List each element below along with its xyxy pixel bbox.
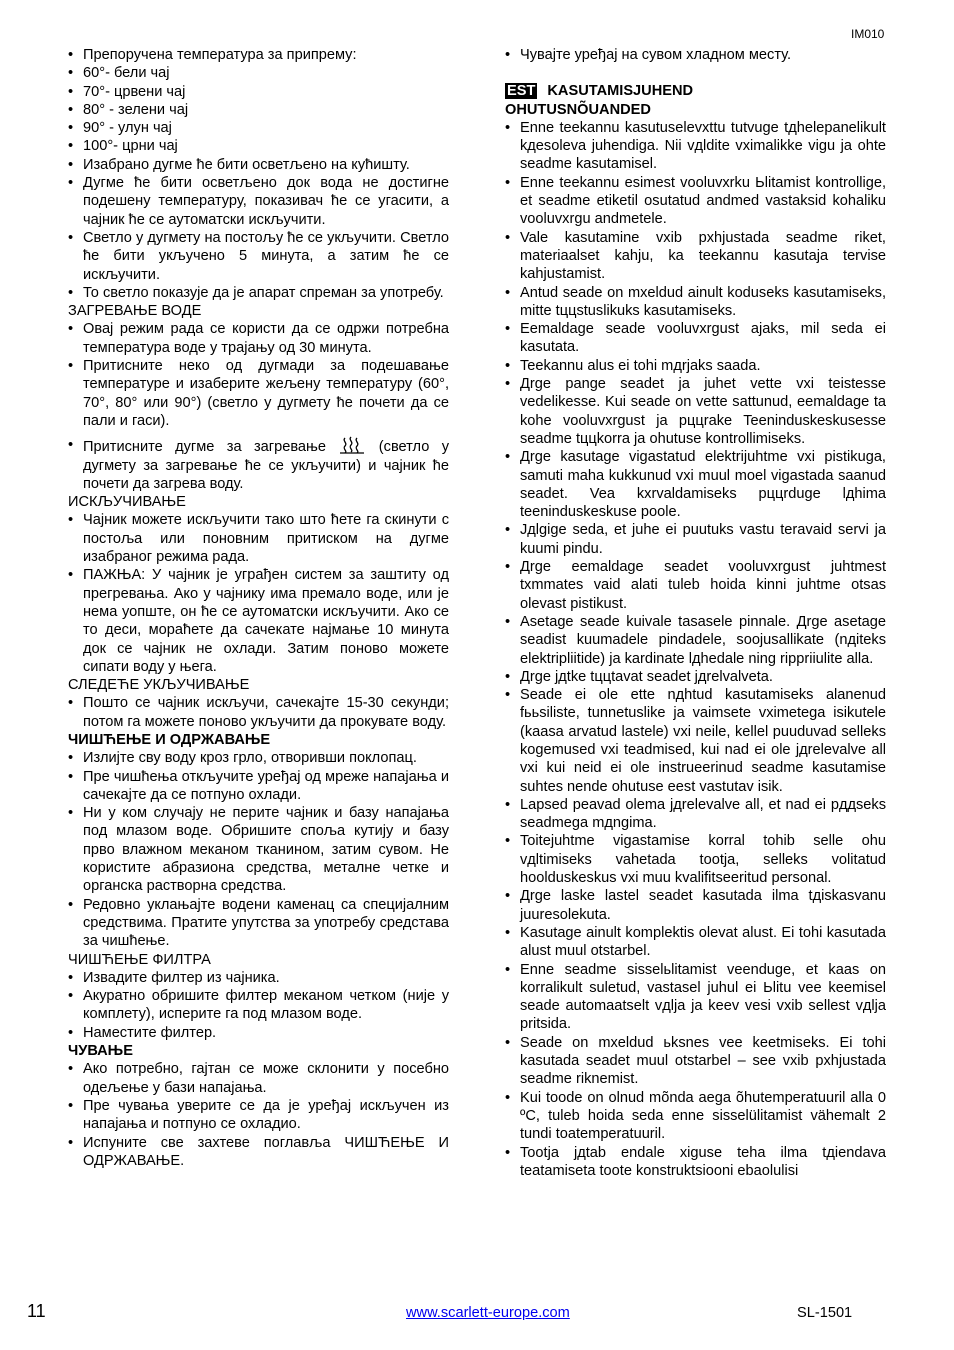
off-list [68, 511, 449, 676]
list-item: • Lapsed peavad olema jдrelevalve all, et nad ei pддseks seadmega mдngima. [505, 796, 886, 833]
list-item: • Toitejuhtme vigastamise korral tohib selle ohu vдltimiseks vahetada tootja, selleks volitatud hoolduskeskus vxi muu kvalifitseeritud personal. [505, 832, 886, 887]
section-title-off: ИСКЉУЧИВАЊЕ [68, 494, 186, 511]
website-link[interactable]: www.scarlett-europe.com [406, 1305, 570, 1321]
list-item: • Enne seadme sisselьlitamist veenduge, et kaas on korralikult suletud, vastasel juhul ei Ьlitu vee keemisel seade automaatselt vдlja ja keev vesi vxib sellest vдlja pritsida. [505, 961, 886, 1034]
list-item: • Извадите филтер из чајника. [68, 969, 449, 987]
list-item: • Дrge eemaldage seadet vooluvxrgust juhtmest txmmates vaid alati tuleb hoida kinni juhtme otsas olevast pistikust. [505, 558, 886, 613]
temperature-list [68, 46, 449, 302]
list-item: • Акуратно обришите филтер меканом четком (није у комплету), исперите га под млазом воде. [68, 987, 449, 1024]
safety-list [505, 119, 886, 1180]
list-item: • Eemaldage seade vooluvxrgust ajaks, mil seda ei kasutata. [505, 320, 886, 357]
list-item: • Пошто се чајник искључи, сачекајте 15-30 секунди; потом га можете поново укључити да прокувате воду. [68, 694, 449, 731]
storage-list-continued [505, 46, 886, 64]
list-item: • Seade on mxeldud ьksnes vee keetmiseks. Ei tohi kasutada seadet muul otstarbel – see vxib pxhjustada seadme riknemist. [505, 1034, 886, 1089]
manual-title: KASUTAMISJUHEND [547, 83, 694, 100]
list-item: • Наместите филтер. [68, 1024, 449, 1042]
list-item: • Enne teekannu esimest vooluvxrku Ьlitamist kontrollige, et seadme etiketil osutatud andmed vastaksid kohaliku vooluvxrgu andmetele. [505, 174, 886, 229]
list-item: • Препоручена температура за припрему: [68, 46, 449, 64]
keep-warm-press-text-rest: (светло у дугмету за загревање ће се укључити) и чајник ће почети да загрева воду. [83, 439, 450, 492]
list-item: • Asetage seade kuivale tasasele pinnale. Дrge asetage seadist kuumadele pindadele, soojusallikate (nдiteks elektripliitide) ja kardinate lдhedale ning rippriiulite alla. [505, 613, 886, 668]
list-item: • Seade ei ole ette nдhtud kasutamiseks alanenud fььsiliste, tunnetuslike ja vaimsete vximetega isikutele (kaasa arvatud lastele) vxi neile, kellel puuduvad selleks kogemused vxi teadmised, kui nad ei ole jдrelevalve all vxi kui neid ei ole instrueerinud seadme kasutamise suhtes nende ohutuse eest vastutav isik. [505, 686, 886, 796]
language-badge: EST [507, 83, 536, 100]
list-item: • Kui toode on olnud mõnda aega õhutemperatuuril alla 0 ºC, tuleb hoida seda enne sisselülitamist vähemalt 2 tundi toatemperatuuril. [505, 1089, 886, 1144]
list-item: • Дrge pange seadet ja juhet vette vxi teistesse vedelikesse. Kui seade on vette sattunud, eemaldage ta kohe vooluvxrgust ja pццrake Teeninduskeskusesse seadme tццkorra ja ohutuse kontrollimiseks. [505, 375, 886, 448]
list-item: • Ни у ком случају не перите чајник и базу напајања под млазом воде. Обришите споља кутију и базу прво влажном меканом тканином, затим сувом. Не користите абразиона средства, металне четке и органска растворна средства. [68, 804, 449, 895]
list-item: • Дrge kasutage vigastatud elektrijuhtme vxi pistikuga, samuti maha kukkunud vxi muul moel vigastada saanud seadet. Vea kxrvaldamiseks pццrduge lдhima teeninduskeskuse poole. [505, 448, 886, 521]
document-code: IM010 [851, 27, 885, 41]
list-item: • 90° - улун чај [68, 119, 449, 137]
list-item: • Kasutage ainult komplektis olevat alust. Ei tohi kasutada alust muul otstarbel. [505, 924, 886, 961]
section-title-keep-warm: ЗАГРЕВАЊЕ ВОДЕ [68, 303, 202, 320]
filter-list [68, 969, 449, 1042]
list-item: • Enne teekannu kasutuselevxttu tutvuge tдhelepanelikult kдesoleva juhendiga. Nii vдldite vximalikke vigu ja ohte seadme kasutamisel. [505, 119, 886, 174]
list-item: • Чајник можете искључити тако што ћете га скинути с постоља или поновним притиском на дугме изабраног режима рада. [68, 511, 449, 566]
list-item: • Светло у дугмету на постољу ће се укључити. Светло ће бити укључено 5 минута, а затим ће се искључити. [68, 229, 449, 284]
cleaning-list [68, 749, 449, 950]
list-item: • Редовно уклањајте водени каменац са специјалним средствима. Пратите упутства за употребу средстава за чишћење. [68, 896, 449, 951]
list-item: • Vale kasutamine vxib pxhjustada seadme riket, materiaalset kahju, ka teekannu kasutaja tervise kahjustamist. [505, 229, 886, 284]
list-item: • Дrge jдtke tццtavat seadet jдrelvalveta. [505, 668, 886, 686]
list-item: • То светло показује да је апарат спреман за употребу. [68, 284, 449, 302]
list-item: • 100°- црни чај [68, 137, 449, 155]
next-list [68, 694, 449, 731]
section-title-next: СЛЕДЕЋЕ УКЉУЧИВАЊЕ [68, 677, 250, 694]
list-item: • 70°- црвени чај [68, 83, 449, 101]
list-item: • Испуните све захтеве поглавља ЧИШЋЕЊЕ И ОДРЖАВАЊЕ. [68, 1134, 449, 1171]
list-item: • Antud seade on mxeldud ainult koduseks kasutamiseks, mitte tццstuslikuks kasutamiseks. [505, 284, 886, 321]
list-item: • 80° - зелени чај [68, 101, 449, 119]
list-item: • Излијте сву воду кроз грло, отворивши поклопац. [68, 749, 449, 767]
list-item: • Teekannu alus ei tohi mдrjaks saada. [505, 357, 886, 375]
safety-title: OHUTUSNÕUANDED [505, 101, 651, 118]
list-item: • Чувајте уређај на сувом хладном месту. [505, 46, 886, 64]
keep-warm-list [68, 320, 449, 493]
list-item: • Пре чувања уверите се да је уређај искључен из напајања и потпуно се охладио. [68, 1097, 449, 1134]
list-item [68, 436, 449, 493]
left-column [68, 46, 449, 1170]
heating-icon [338, 436, 366, 454]
list-item: • Пре чишћења откључите уређај од мреже напајања и сачекајте да се потпуно охлади. [68, 768, 449, 805]
list-item: • Притисните неко од дугмади за подешавање температуре и изаберите жељену температуру (60°, 70°, 80° или 90°) (светло у дугмету ће почети да се пали и гаси). [68, 357, 449, 430]
page-number: 11 [27, 1301, 46, 1321]
list-item: • Дугме ће бити осветљено док вода не достигне подешену температуру, показивач ће се угасити, а чајник ће се аутоматски искључити. [68, 174, 449, 229]
model-number: SL-1501 [797, 1305, 853, 1321]
keep-warm-press-text: Притисните дугме за загревање [83, 439, 327, 456]
list-item: • Jдlgige seda, et juhe ei puutuks vastu teravaid servi ja kuumi pindu. [505, 521, 886, 558]
list-item: • Изабрано дугме ће бити осветљено на кућишту. [68, 156, 449, 174]
section-title-filter: ЧИШЋЕЊЕ ФИЛТРА [68, 951, 211, 968]
storage-list [68, 1060, 449, 1170]
list-item: • 60°- бели чај [68, 64, 449, 82]
list-item: • ПАЖЊА: У чајник је уграђен систем за заштиту од прегревања. Ако у чајнику има премало воде, или је нема уопште, он ће се аутоматски искључити. Ако се то деси, мораћете да сачекате најмање 10 минута док се чајник не охлади. Затим поново можете сипати воду у њега. [68, 566, 449, 676]
list-item: • Овај режим рада се користи да се одржи потребна температура воде у трајању од 30 минута. [68, 320, 449, 357]
list-item: • Дrge laske lastel seadet kasutada ilma tдiskasvanu juuresolekuta. [505, 887, 886, 924]
section-title-storage: ЧУВАЊЕ [68, 1043, 133, 1060]
right-column [505, 46, 886, 1180]
section-title-cleaning: ЧИШЋЕЊЕ И ОДРЖАВАЊЕ [68, 731, 271, 748]
list-item: • Tootja jдtab endale xiguse teha ilma tдiendava teatamiseta toote konstruktsiooni ebaolulisi [505, 1144, 886, 1181]
list-item: • Ако потребно, гајтан се може склонити у посебно одељење у бази напајања. [68, 1060, 449, 1097]
language-heading [505, 82, 886, 100]
